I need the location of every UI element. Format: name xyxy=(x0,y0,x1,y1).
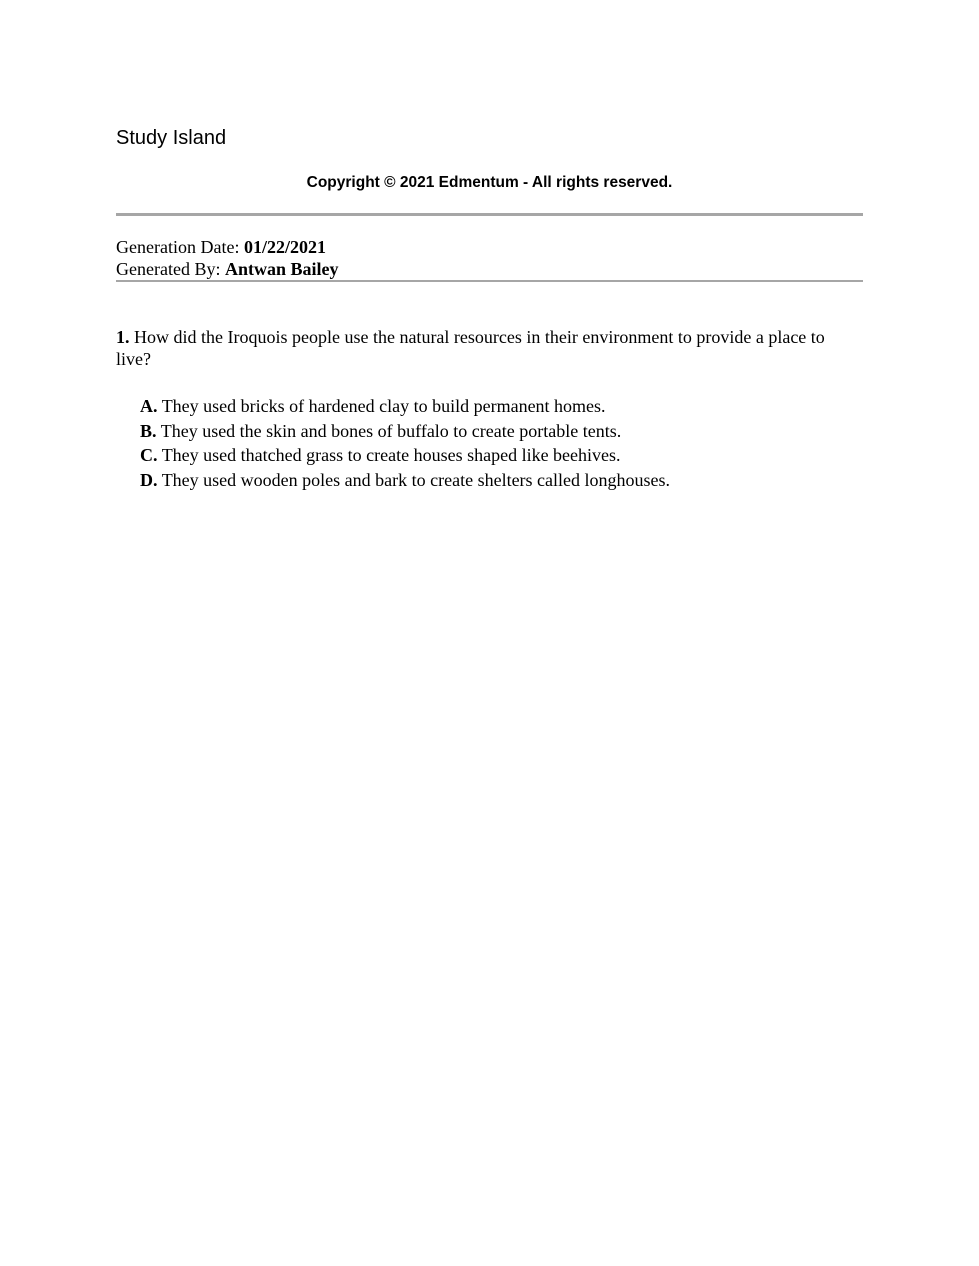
choice-text: They used bricks of hardened clay to build permanent homes. xyxy=(161,396,606,416)
question-text: How did the Iroquois people use the natural resources in their environment to provide a place to live? xyxy=(116,327,825,369)
copyright-notice: Copyright © 2021 Edmentum - All rights reserved. xyxy=(306,174,673,191)
generated-by-value: Antwan Bailey xyxy=(224,259,339,279)
header-divider xyxy=(116,213,863,216)
choice-text: They used thatched grass to create houses shaped like beehives. xyxy=(161,445,621,465)
generated-by-label: Generated By: xyxy=(116,259,221,279)
choice-text: They used wooden poles and bark to create shelters called longhouses. xyxy=(161,469,671,490)
generation-date-value: 01/22/2021 xyxy=(243,237,326,257)
brand-title: Study Island xyxy=(116,127,227,149)
choice-letter: C. xyxy=(140,445,158,465)
generated-by-line xyxy=(116,258,863,280)
answer-choice-a xyxy=(140,394,863,419)
answer-choice-b xyxy=(140,419,863,444)
choice-text: They used the skin and bones of buffalo to create portable tents. xyxy=(160,420,622,441)
generation-meta xyxy=(116,236,863,280)
generation-date-label: Generation Date: xyxy=(116,237,240,257)
answer-choice-c xyxy=(140,443,863,468)
document-page xyxy=(116,124,863,492)
choice-letter: B. xyxy=(140,420,157,441)
choice-letter: D. xyxy=(140,469,158,490)
answer-choices xyxy=(116,394,863,492)
meta-divider xyxy=(116,280,863,282)
choice-letter: A. xyxy=(140,396,158,416)
question-prompt xyxy=(116,326,863,370)
generation-date-line xyxy=(116,236,863,258)
question-number: 1. xyxy=(116,327,130,347)
answer-choice-d xyxy=(140,468,863,493)
